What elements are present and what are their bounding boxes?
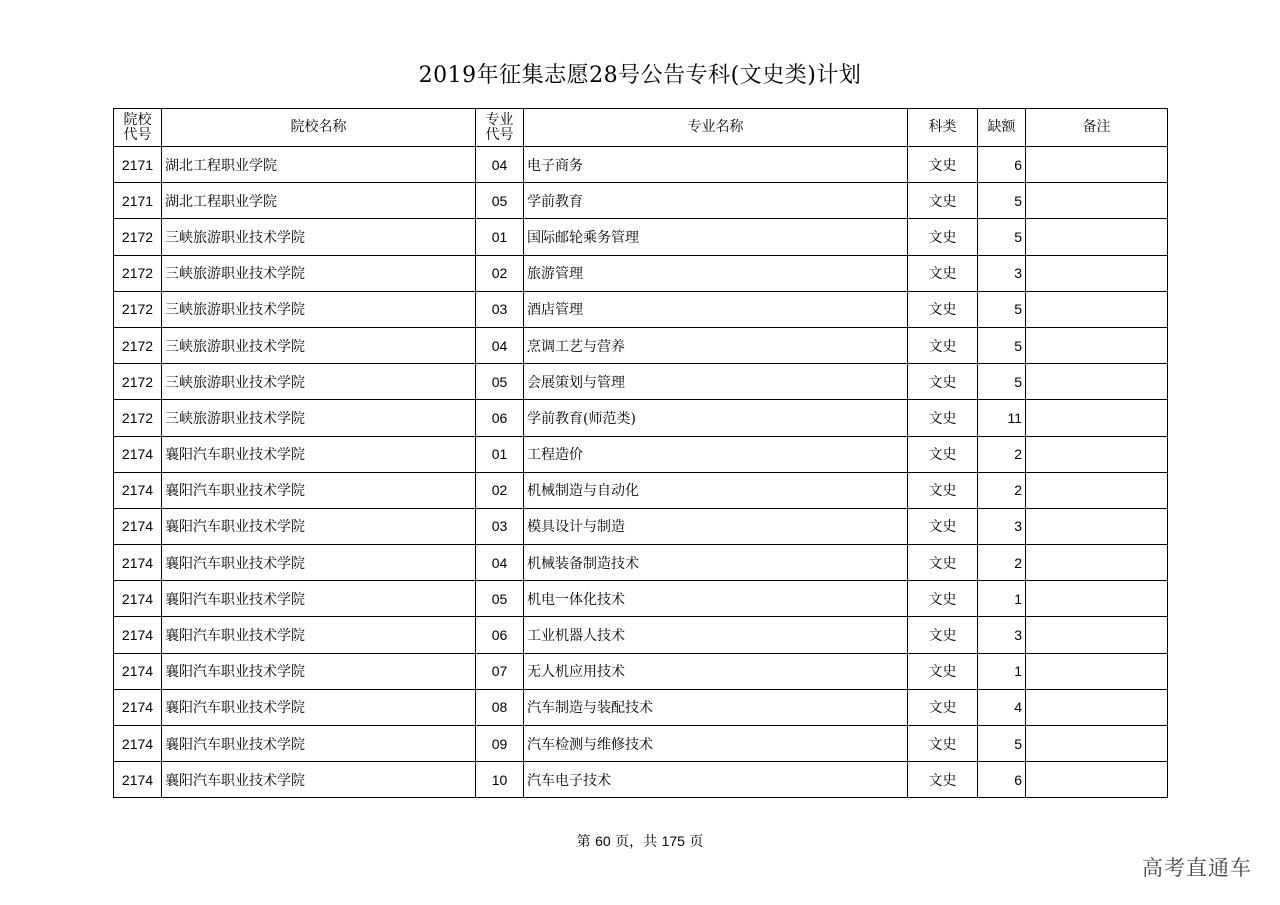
table-header-row	[114, 109, 1168, 147]
cell-major-code: 03	[476, 508, 524, 544]
footer-middle: 页，共	[610, 834, 662, 850]
cell-note	[1026, 472, 1168, 508]
cell-major-name: 汽车检测与维修技术	[524, 726, 908, 762]
cell-category: 文史	[908, 364, 978, 400]
cell-major-code: 08	[476, 689, 524, 725]
cell-quota: 2	[978, 545, 1026, 581]
cell-category: 文史	[908, 291, 978, 327]
cell-quota: 4	[978, 689, 1026, 725]
cell-school-code: 2172	[114, 255, 162, 291]
cell-note	[1026, 291, 1168, 327]
cell-school-name: 三峡旅游职业技术学院	[162, 291, 476, 327]
cell-school-name: 襄阳汽车职业技术学院	[162, 617, 476, 653]
cell-major-code: 05	[476, 364, 524, 400]
cell-quota: 5	[978, 327, 1026, 363]
cell-major-name: 学前教育(师范类)	[524, 400, 908, 436]
cell-major-code: 01	[476, 436, 524, 472]
cell-major-code: 09	[476, 726, 524, 762]
cell-school-name: 三峡旅游职业技术学院	[162, 327, 476, 363]
cell-major-name: 工程造价	[524, 436, 908, 472]
table-row	[114, 581, 1168, 617]
footer-total-pages: 175	[661, 833, 685, 849]
header-category: 科类	[908, 109, 978, 147]
cell-quota: 2	[978, 436, 1026, 472]
table-row	[114, 762, 1168, 798]
cell-school-name: 三峡旅游职业技术学院	[162, 400, 476, 436]
cell-note	[1026, 436, 1168, 472]
cell-category: 文史	[908, 726, 978, 762]
cell-major-name: 无人机应用技术	[524, 653, 908, 689]
cell-major-name: 模具设计与制造	[524, 508, 908, 544]
cell-school-name: 襄阳汽车职业技术学院	[162, 472, 476, 508]
cell-major-code: 05	[476, 581, 524, 617]
cell-major-code: 06	[476, 617, 524, 653]
cell-major-name: 电子商务	[524, 147, 908, 183]
cell-quota: 5	[978, 219, 1026, 255]
cell-major-name: 烹调工艺与营养	[524, 327, 908, 363]
cell-major-name: 学前教育	[524, 183, 908, 219]
cell-school-name: 襄阳汽车职业技术学院	[162, 653, 476, 689]
header-major-name: 专业名称	[524, 109, 908, 147]
table-row	[114, 545, 1168, 581]
cell-school-name: 襄阳汽车职业技术学院	[162, 689, 476, 725]
cell-category: 文史	[908, 617, 978, 653]
cell-note	[1026, 653, 1168, 689]
header-note: 备注	[1026, 109, 1168, 147]
table-row	[114, 508, 1168, 544]
cell-major-code: 04	[476, 545, 524, 581]
footer-prefix: 第	[576, 834, 596, 850]
cell-note	[1026, 147, 1168, 183]
plan-table	[113, 108, 1168, 798]
table-row	[114, 255, 1168, 291]
table-row	[114, 327, 1168, 363]
cell-major-name: 机械装备制造技术	[524, 545, 908, 581]
cell-major-code: 01	[476, 219, 524, 255]
cell-note	[1026, 327, 1168, 363]
cell-school-name: 襄阳汽车职业技术学院	[162, 762, 476, 798]
header-school-name: 院校名称	[162, 109, 476, 147]
cell-school-name: 襄阳汽车职业技术学院	[162, 508, 476, 544]
footer-suffix: 页	[684, 834, 704, 850]
table-row	[114, 653, 1168, 689]
cell-major-name: 工业机器人技术	[524, 617, 908, 653]
cell-quota: 3	[978, 255, 1026, 291]
cell-quota: 11	[978, 400, 1026, 436]
cell-school-name: 襄阳汽车职业技术学院	[162, 726, 476, 762]
table-row	[114, 726, 1168, 762]
table-row	[114, 617, 1168, 653]
cell-major-code: 04	[476, 327, 524, 363]
cell-note	[1026, 255, 1168, 291]
table-row	[114, 364, 1168, 400]
cell-school-code: 2174	[114, 689, 162, 725]
cell-category: 文史	[908, 689, 978, 725]
cell-major-code: 05	[476, 183, 524, 219]
cell-school-code: 2172	[114, 291, 162, 327]
cell-major-name: 汽车电子技术	[524, 762, 908, 798]
cell-major-name: 机电一体化技术	[524, 581, 908, 617]
cell-major-code: 07	[476, 653, 524, 689]
cell-major-name: 国际邮轮乘务管理	[524, 219, 908, 255]
cell-quota: 5	[978, 726, 1026, 762]
cell-note	[1026, 183, 1168, 219]
cell-category: 文史	[908, 436, 978, 472]
cell-major-code: 02	[476, 255, 524, 291]
cell-category: 文史	[908, 327, 978, 363]
cell-major-name: 旅游管理	[524, 255, 908, 291]
cell-school-code: 2174	[114, 726, 162, 762]
cell-quota: 5	[978, 183, 1026, 219]
page-footer	[0, 831, 1280, 851]
cell-school-code: 2172	[114, 400, 162, 436]
cell-quota: 6	[978, 762, 1026, 798]
table-row	[114, 147, 1168, 183]
cell-school-code: 2174	[114, 545, 162, 581]
cell-school-name: 三峡旅游职业技术学院	[162, 364, 476, 400]
cell-note	[1026, 726, 1168, 762]
cell-school-name: 湖北工程职业学院	[162, 147, 476, 183]
watermark-text: 高考直通车	[1142, 856, 1252, 880]
cell-school-name: 襄阳汽车职业技术学院	[162, 545, 476, 581]
cell-category: 文史	[908, 219, 978, 255]
table-row	[114, 436, 1168, 472]
footer-page-number: 60	[595, 833, 611, 849]
cell-category: 文史	[908, 762, 978, 798]
cell-category: 文史	[908, 653, 978, 689]
cell-category: 文史	[908, 255, 978, 291]
cell-school-code: 2174	[114, 436, 162, 472]
cell-note	[1026, 364, 1168, 400]
cell-school-name: 襄阳汽车职业技术学院	[162, 581, 476, 617]
cell-note	[1026, 508, 1168, 544]
cell-category: 文史	[908, 508, 978, 544]
table-row	[114, 400, 1168, 436]
cell-school-name: 襄阳汽车职业技术学院	[162, 436, 476, 472]
cell-note	[1026, 617, 1168, 653]
table-row	[114, 472, 1168, 508]
header-school-code: 院校 代号	[114, 109, 162, 147]
cell-note	[1026, 545, 1168, 581]
cell-school-code: 2174	[114, 581, 162, 617]
cell-school-name: 湖北工程职业学院	[162, 183, 476, 219]
cell-school-code: 2172	[114, 219, 162, 255]
cell-note	[1026, 219, 1168, 255]
cell-school-code: 2171	[114, 183, 162, 219]
cell-major-name: 机械制造与自动化	[524, 472, 908, 508]
cell-major-code: 02	[476, 472, 524, 508]
cell-quota: 6	[978, 147, 1026, 183]
cell-major-code: 04	[476, 147, 524, 183]
table-row	[114, 291, 1168, 327]
cell-major-code: 10	[476, 762, 524, 798]
cell-school-code: 2174	[114, 508, 162, 544]
cell-major-name: 汽车制造与装配技术	[524, 689, 908, 725]
cell-category: 文史	[908, 581, 978, 617]
cell-school-code: 2172	[114, 364, 162, 400]
cell-major-name: 会展策划与管理	[524, 364, 908, 400]
cell-note	[1026, 400, 1168, 436]
cell-school-code: 2171	[114, 147, 162, 183]
cell-category: 文史	[908, 147, 978, 183]
cell-quota: 5	[978, 291, 1026, 327]
cell-school-code: 2174	[114, 653, 162, 689]
cell-school-code: 2174	[114, 617, 162, 653]
cell-category: 文史	[908, 183, 978, 219]
header-major-code: 专业 代号	[476, 109, 524, 147]
cell-school-name: 三峡旅游职业技术学院	[162, 255, 476, 291]
cell-note	[1026, 762, 1168, 798]
cell-school-code: 2174	[114, 762, 162, 798]
page-title: 2019年征集志愿28号公告专科(文史类)计划	[418, 63, 862, 88]
cell-school-name: 三峡旅游职业技术学院	[162, 219, 476, 255]
cell-major-code: 03	[476, 291, 524, 327]
cell-note	[1026, 689, 1168, 725]
cell-school-code: 2174	[114, 472, 162, 508]
header-quota: 缺额	[978, 109, 1026, 147]
cell-major-name: 酒店管理	[524, 291, 908, 327]
cell-quota: 2	[978, 472, 1026, 508]
cell-school-code: 2172	[114, 327, 162, 363]
cell-note	[1026, 581, 1168, 617]
table-row	[114, 689, 1168, 725]
table-row	[114, 219, 1168, 255]
cell-quota: 1	[978, 653, 1026, 689]
cell-quota: 1	[978, 581, 1026, 617]
table-row	[114, 183, 1168, 219]
cell-major-code: 06	[476, 400, 524, 436]
cell-quota: 5	[978, 364, 1026, 400]
cell-quota: 3	[978, 617, 1026, 653]
cell-category: 文史	[908, 472, 978, 508]
cell-category: 文史	[908, 400, 978, 436]
cell-quota: 3	[978, 508, 1026, 544]
cell-category: 文史	[908, 545, 978, 581]
